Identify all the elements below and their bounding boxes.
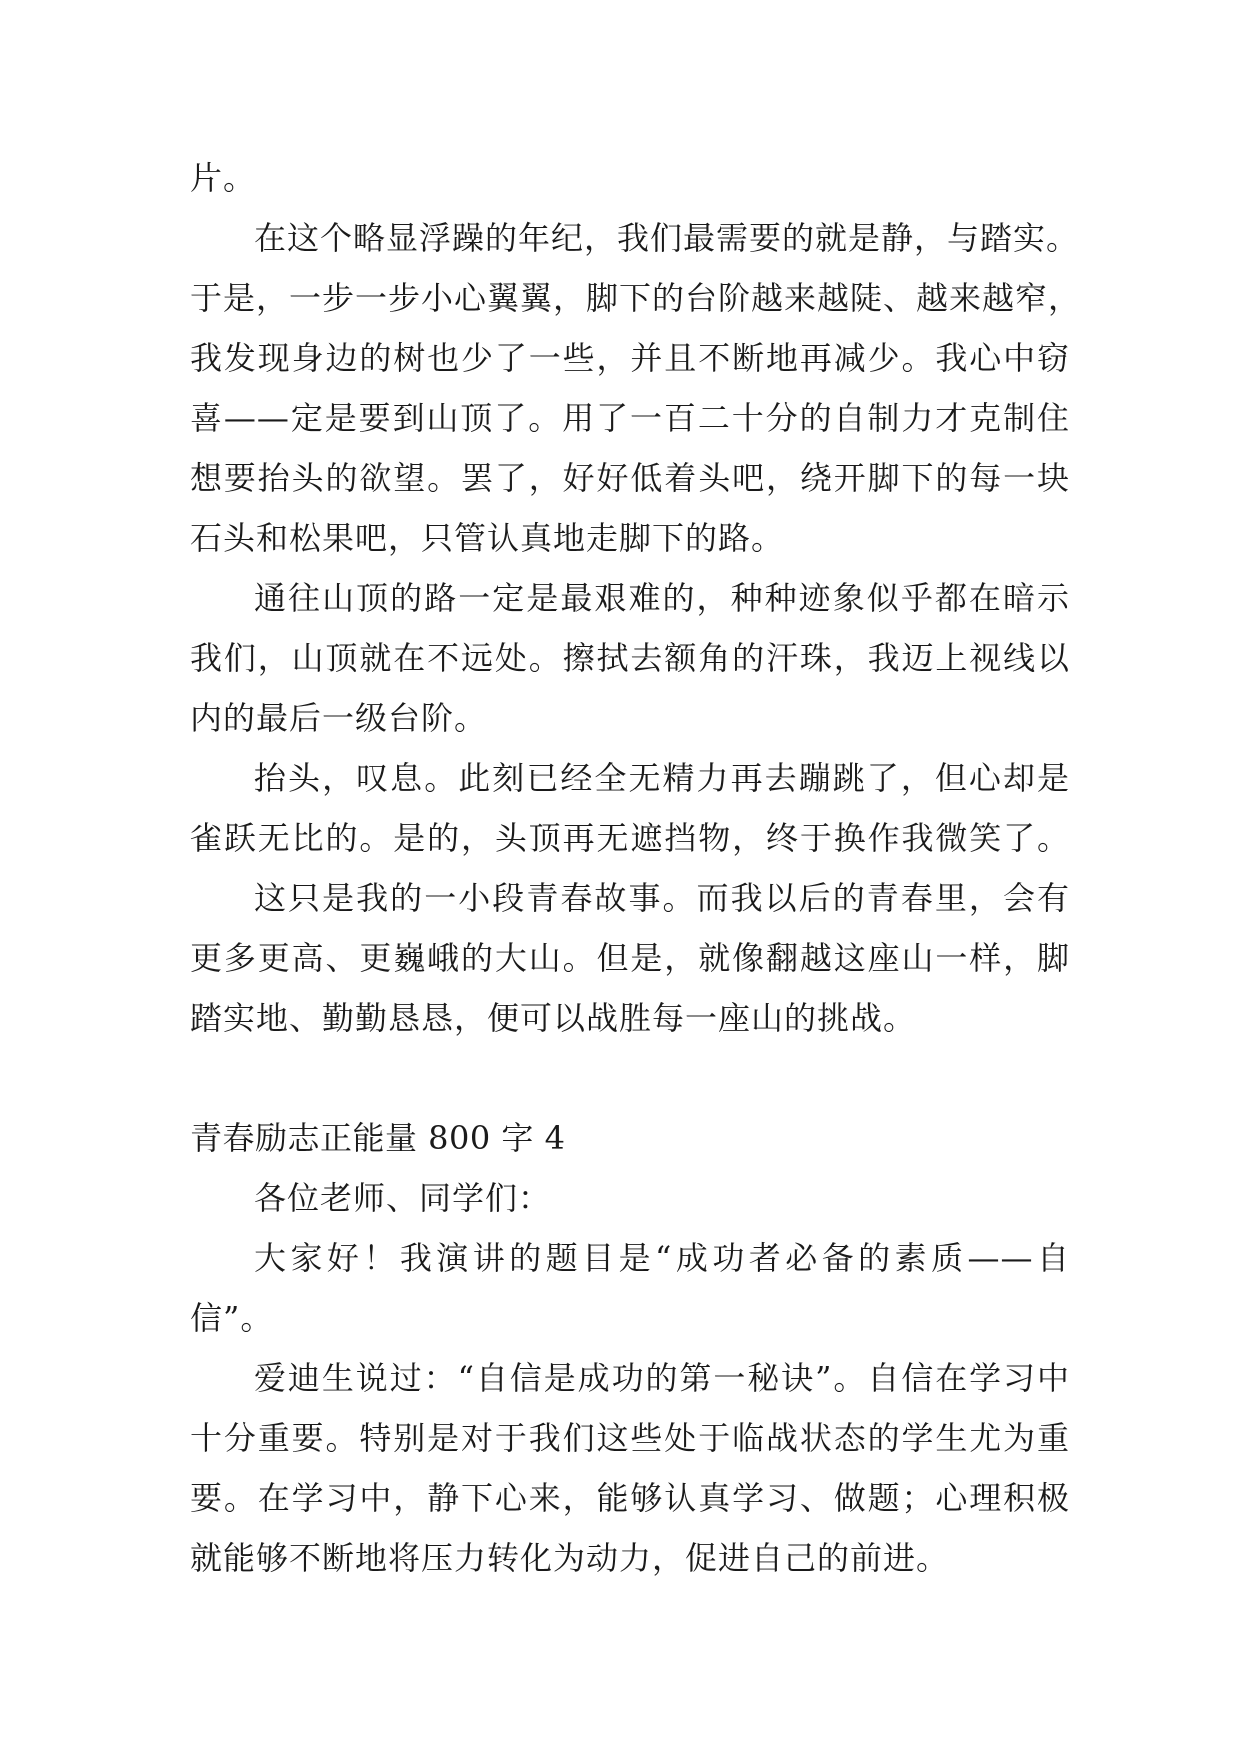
- text-line: 我们，山顶就在不远处。擦拭去额角的汗珠，我迈上视线以: [190, 639, 1070, 677]
- text-line: 我发现身边的树也少了一些，并且不断地再减少。我心中窃: [190, 339, 1070, 377]
- text-line: 内的最后一级台阶。: [190, 699, 488, 737]
- text-line: 片。: [190, 159, 257, 197]
- paragraph-first-line: 抬头，叹息。此刻已经全无精力再去蹦跳了，但心却是: [254, 759, 1070, 797]
- paragraph-first-line: 大家好！我演讲的题目是“成功者必备的素质——自: [254, 1239, 1070, 1277]
- salutation-line: 各位老师、同学们：: [254, 1179, 552, 1217]
- text-line: 想要抬头的欲望。罢了，好好低着头吧，绕开脚下的每一块: [190, 459, 1070, 497]
- text-line: 喜——定是要到山顶了。用了一百二十分的自制力才克制住: [190, 399, 1070, 437]
- text-line: 于是，一步一步小心翼翼，脚下的台阶越来越陡、越来越窄，: [190, 279, 1082, 317]
- text-line: 十分重要。特别是对于我们这些处于临战状态的学生尤为重: [190, 1419, 1070, 1457]
- text-line: 石头和松果吧，只管认真地走脚下的路。: [190, 519, 785, 557]
- section-heading: 青春励志正能量 800 字 4: [190, 1119, 566, 1157]
- paragraph-first-line: 通往山顶的路一定是最艰难的，种种迹象似乎都在暗示: [254, 579, 1070, 617]
- text-line: 就能够不断地将压力转化为动力，促进自己的前进。: [190, 1539, 950, 1577]
- paragraph-first-line: 这只是我的一小段青春故事。而我以后的青春里，会有: [254, 879, 1070, 917]
- text-line: 信”。: [190, 1299, 274, 1337]
- text-line: 踏实地、勤勤恳恳，便可以战胜每一座山的挑战。: [190, 999, 917, 1037]
- text-line: 更多更高、更巍峨的大山。但是，就像翻越这座山一样，脚: [190, 939, 1070, 977]
- text-line: 要。在学习中，静下心来，能够认真学习、做题；心理积极: [190, 1479, 1070, 1517]
- text-line: 雀跃无比的。是的，头顶再无遮挡物，终于换作我微笑了。: [190, 819, 1070, 857]
- paragraph-first-line: 爱迪生说过：“自信是成功的第一秘诀”。自信在学习中: [254, 1359, 1070, 1397]
- paragraph-first-line: 在这个略显浮躁的年纪，我们最需要的就是静，与踏实。: [254, 219, 1080, 257]
